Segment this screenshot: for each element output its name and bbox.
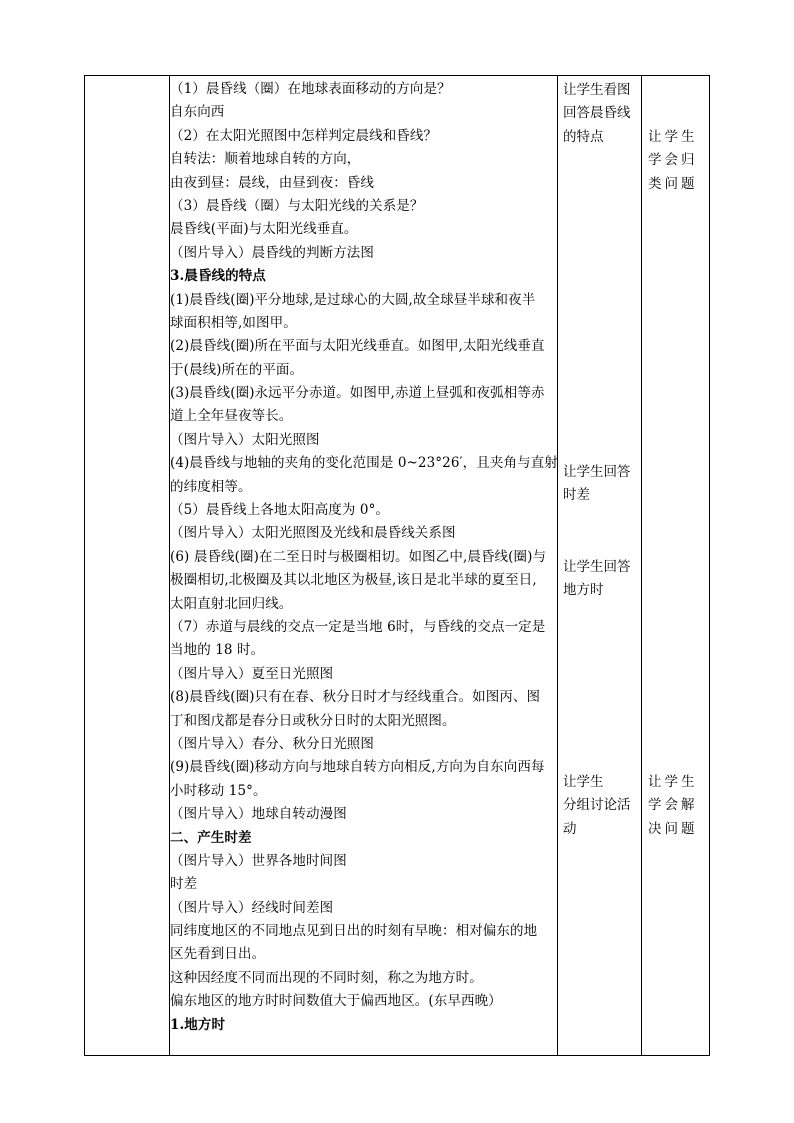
content-line: 3.晨昏线的特点 [170, 268, 266, 285]
content-line: （1）晨昏线（圈）在地球表面移动的方向是？ [170, 81, 451, 97]
student-activity-cell [563, 771, 643, 841]
content-line: 自转法：顺着地球自转的方向， [170, 151, 361, 168]
content-line: 1.地方时 [170, 1016, 226, 1033]
content-line: 的纬度相等。 [170, 478, 252, 495]
intent-line: 让学生 [648, 129, 698, 145]
student-activity-cell [563, 79, 643, 149]
activity-line: 分组讨论活 [563, 797, 631, 814]
content-line: 二、产生时差 [170, 829, 252, 846]
content-line: （图片导入）晨昏线的判断方法图 [170, 244, 374, 261]
content-line: 这种因经度不同而出现的不同时刻，称之为地方时。 [170, 969, 483, 986]
activity-line: 让学生回答 [563, 559, 631, 575]
activity-line: 让学生 [563, 774, 604, 790]
content-line: （图片导入）太阳光照图 [170, 431, 320, 448]
content-line: (6) 晨昏线(圈)在二至日时与极圈相切。如图乙中,晨昏线(圈)与 [170, 548, 547, 565]
content-line: 偏东地区的地方时时间数值大于偏西地区。(东早西晚） [170, 993, 502, 1010]
content-line: （图片导入）经线时间差图 [170, 899, 334, 916]
content-line: (1)晨昏线(圈)平分地球,是过球心的大圆,故全球昼半球和夜半 [170, 291, 536, 308]
content-line: 晨昏线(平面)与太阳光线垂直。 [170, 221, 358, 238]
content-line: （7）赤道与晨线的交点一定是当地 6时，与昏线的交点一定是 [170, 618, 546, 635]
intent-line: 类问题 [648, 175, 698, 192]
activity-line: 时差 [563, 487, 590, 504]
content-line: (2)晨昏线(圈)所在平面与太阳光线垂直。如图甲,太阳光线垂直 [170, 338, 545, 355]
activity-line: 让学生看图 [563, 82, 631, 98]
content-line: 自东向西 [170, 104, 225, 121]
content-line: 于(晨线)所在的平面。 [170, 361, 304, 378]
content-line: 区先看到日出。 [170, 946, 266, 963]
content-line: 道上全年昼夜等长。 [170, 408, 293, 425]
content-line: 小时移动 15°。 [170, 782, 267, 799]
content-line: (3)晨昏线(圈)永远平分赤道。如图甲,赤道上昼弧和夜弧相等赤 [170, 385, 545, 402]
design-intent-cell [648, 126, 708, 196]
content-line: （图片导入）世界各地时间图 [170, 852, 347, 869]
design-intent-cell [648, 771, 708, 841]
content-line: 当地的 18 时。 [170, 642, 265, 659]
student-activity-cell [563, 461, 643, 508]
content-line: 球面积相等,如图甲。 [170, 314, 297, 331]
intent-line: 学会归 [648, 152, 698, 169]
activity-line: 让学生回答 [563, 464, 631, 480]
content-line: (4)晨昏线与地轴的夹角的变化范围是 0~23°26′，且夹角与直射 [170, 455, 558, 472]
content-line: （图片导入）夏至日光照图 [170, 665, 334, 682]
content-line: 极圈相切,北极圈及其以北地区为极昼,该日是北半球的夏至日, [170, 572, 537, 589]
content-line: 丁和图戊都是春分日或秋分日时的太阳光照图。 [170, 712, 456, 729]
content-line: 同纬度地区的不同地点见到日出的时刻有早晚：相对偏东的地 [170, 923, 538, 940]
content-line: （图片导入）太阳光照图及光线和晨昏线关系图 [170, 525, 456, 542]
lesson-table [84, 75, 710, 1056]
content-line: (9)晨昏线(圈)移动方向与地球自转方向相反,方向为自东向西每 [170, 759, 545, 776]
intent-line: 让学生 [648, 774, 698, 790]
content-line: （图片导入）地球自转动漫图 [170, 806, 347, 823]
intent-line: 决问题 [648, 820, 698, 837]
student-activity-cell [563, 556, 643, 603]
content-line: 太阳直射北回归线。 [170, 595, 293, 612]
content-line: （图片导入）春分、秋分日光照图 [170, 735, 374, 752]
content-line: 时差 [170, 876, 198, 893]
content-line: 由夜到昼：晨线，由昼到夜：昏线 [170, 174, 374, 191]
activity-line: 回答晨昏线 [563, 105, 631, 122]
content-line: (8)晨昏线(圈)只有在春、秋分日时才与经线重合。如图丙、图 [170, 689, 541, 706]
activity-line: 动 [563, 820, 577, 837]
content-line: （3）晨昏线（圈）与太阳光线的关系是？ [170, 197, 424, 214]
intent-line: 学会解 [648, 797, 698, 814]
content-line: （5）晨昏线上各地太阳高度为 0°。 [170, 502, 390, 519]
activity-line: 的特点 [563, 128, 604, 145]
content-line: （2）在太阳光照图中怎样判定晨线和昏线？ [170, 127, 438, 144]
activity-line: 地方时 [563, 582, 604, 599]
